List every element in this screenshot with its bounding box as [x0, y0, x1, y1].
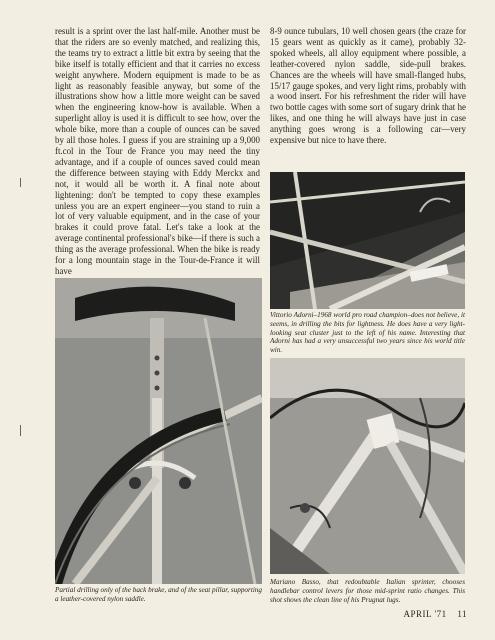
photo-drilled-brake-seat-pillar — [55, 278, 262, 584]
page-footer — [396, 609, 467, 619]
margin-mark-upper — [20, 178, 21, 187]
caption-drilled-brake: Partial drilling only of the back brake, and of the seat pillar, supporting a leather-covered nylon saddle. — [55, 586, 262, 603]
article-column-right: 8-9 ounce tubulars, 10 well chosen gears (the craze for 15 gears went as quickly as it came), probably 32-spoked wheels, all alloy equipment where possible, a leather-covered nylon saddle, side-pull brakes. Chances are the wheels will have small-flanged hubs, 15/17 gauge spokes, and very light rims, probably with a wood insert. For his refreshment the rider will have two bottle cages with some sort of sugary drink that he likes, and one thing he will always have just in case anything goes wrong is a following car—very expensive but nice to have there. — [270, 26, 466, 146]
photo-basso-prugnat-lugs — [270, 358, 465, 574]
photo-adorni-seat-cluster — [270, 172, 465, 309]
page-number: 11 — [457, 609, 467, 619]
caption-adorni: Vittorio Adorni–1968 world pro road champion–does not believe, it seems, in drilling the bits for lightness. He does have a very light-looking seat cluster just to the left of his name. Interesting that Adorni has had a very unsuccessful two years since his world title win. — [270, 311, 465, 355]
margin-mark-lower — [20, 425, 21, 436]
issue-date: APRIL '71 — [403, 609, 447, 619]
caption-basso: Mariano Basso, that redoubtable Italian sprinter, chooses handlebar control levers for those mid-sprint ratio changes. This shot shows the clean line of his Prugnat lugs. — [270, 578, 465, 604]
article-column-left: result is a sprint over the last half-mile. Another must be that the riders are so evenly matched, and realizing this, the teams try to extract a little bit extra by seeing that the bike itself is totally efficient and that it carries no excess weight anywhere. Modern equipment is made to be as light as reasonably feasible anyway, but some of the illustrations show how a little more weight can be saved when the engineering know-how is available. When a superlight alloy is used it is difficult to see how, over the whole bike, more than a couple of ounces can be saved by all those holes. I guess if you are straining up a 9,000 ft.col in the Tour de France you may need the tiny advantage, and if a couple of ounces saved could mean the difference between staying with Eddy Merckx and not, it would all be worth it. A final note about lightening: don't be tempted to copy these examples unless you are an expert engineer—you stand to ruin a lot of very valuable equipment, and in the case of your brakes it could prove fatal. Let's take a look at the average continental professional's bike—if there is such a thing as the average professional. When the bike is ready for a long mountain stage in the Tour-de-France it will have — [55, 26, 260, 276]
